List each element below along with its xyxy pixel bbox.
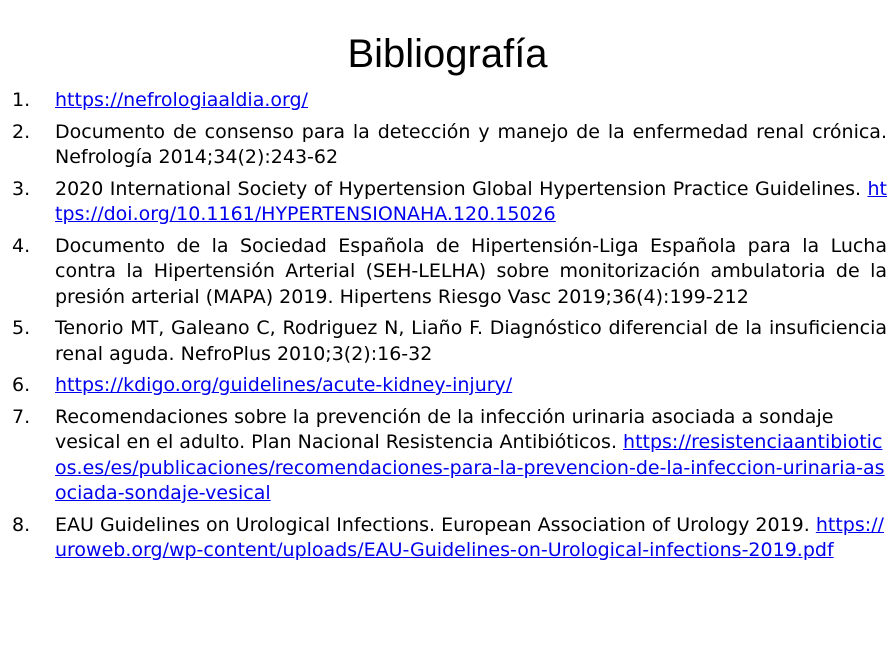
reference-link[interactable]: https://nefrologiaaldia.org/ (55, 89, 308, 111)
slide-title: Bibliografía (347, 32, 548, 76)
reference-number: 8. (12, 513, 31, 536)
reference-body (55, 405, 887, 507)
reference-text: EAU Guidelines on Urological Infections. European Association of Urology 2019. (55, 513, 816, 536)
reference-text: Documento de consenso para la detección y manejo de la enfermedad renal crónica. Nefrología 2014;34(2):243-62 (55, 120, 887, 168)
reference-number: 7. (12, 405, 31, 428)
reference-link[interactable]: https://kdigo.org/guidelines/acute-kidney-injury/ (55, 374, 513, 396)
reference-text: Tenorio MT, Galeano C, Rodriguez N, Liaño F. Diagnóstico diferencial de la insuficiencia renal aguda. NefroPlus 2010;3(2):16-32 (55, 317, 887, 365)
reference-link[interactable]: https://doi.org/10.1161/HYPERTENSIONAHA.120.15026 (55, 177, 887, 225)
reference-body (55, 316, 887, 367)
reference-body (55, 373, 887, 399)
reference-text: 2020 International Society of Hypertension Global Hypertension Practice Guidelines. (55, 177, 868, 200)
reference-number: 5. (12, 317, 31, 339)
reference-item-5 (12, 316, 887, 367)
reference-item-7 (12, 405, 887, 507)
reference-link[interactable]: https://uroweb.org/wp-content/uploads/EAU-Guidelines-on-Urological-infections-2019.pdf (55, 513, 884, 561)
reference-text: Recomendaciones sobre la prevención de la infección urinaria asociada a sondaje vesical en el adulto. Plan Nacional Resistencia Antibióticos. (55, 405, 834, 453)
reference-body (55, 513, 887, 564)
reference-number: 3. (12, 177, 31, 200)
reference-item-2 (12, 120, 887, 171)
reference-number: 6. (12, 374, 31, 396)
reference-item-6 (12, 373, 887, 399)
reference-number: 4. (12, 234, 31, 257)
reference-body (55, 88, 887, 114)
reference-number: 2. (12, 120, 31, 143)
reference-item-8 (12, 513, 887, 564)
reference-item-4 (12, 234, 887, 311)
reference-text: Documento de la Sociedad Española de Hipertensión-Liga Española para la Lucha contra la Hipertensión Arterial (SEH-LELHA) sobre monitorización ambulatoria de la presión arterial (MAPA) 2019. Hipertens Riesgo Vasc 2019;36(4):199-212 (55, 234, 887, 308)
reference-item-3 (12, 177, 887, 228)
reference-number: 1. (12, 89, 31, 111)
reference-body (55, 120, 887, 171)
bibliography-list (12, 88, 887, 570)
reference-link[interactable]: https://resistenciaantibioticos.es/es/publicaciones/recomendaciones-para-la-prevencion-de-la-infeccion-urinaria-asociada-sondaje-vesical (55, 431, 885, 504)
reference-body (55, 234, 887, 311)
reference-body (55, 177, 887, 228)
reference-item-1 (12, 88, 887, 114)
